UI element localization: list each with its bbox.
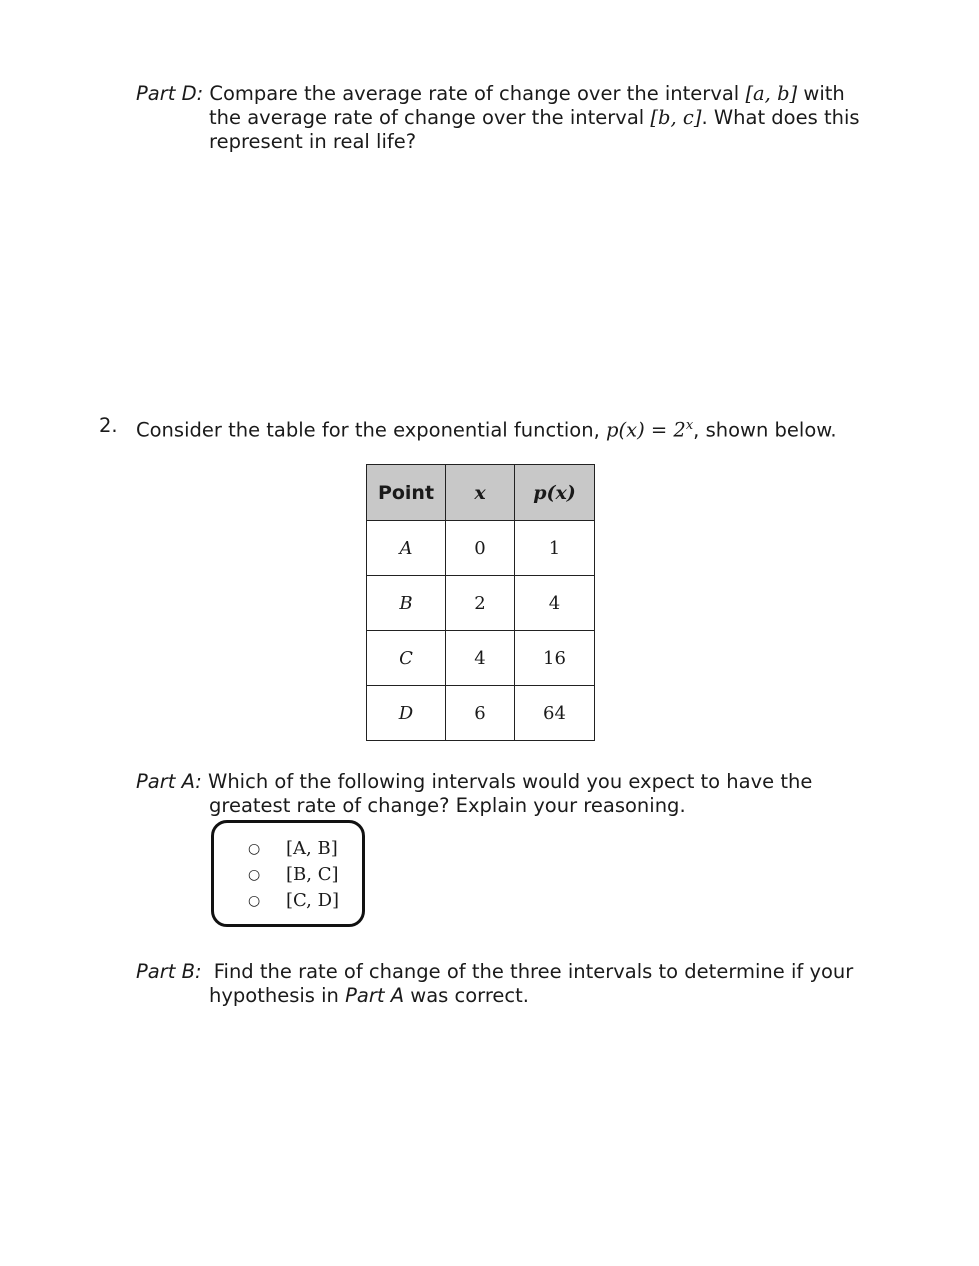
part-b-line-1 xyxy=(136,960,853,984)
part-b-text-2a: hypothesis in xyxy=(209,984,346,1007)
part-a-line-2: greatest rate of change? Explain your reasoning. xyxy=(209,794,686,817)
part-d-line-1 xyxy=(136,82,845,106)
table-row xyxy=(367,521,595,576)
part-b-line-2 xyxy=(209,984,529,1008)
option-bullet-icon: ○ xyxy=(248,841,261,857)
header-point: Point xyxy=(367,465,446,521)
header-px: p(x) xyxy=(515,465,595,521)
question-2-number: 2. xyxy=(99,414,118,437)
cell-point: D xyxy=(367,686,446,741)
function-exponent: x xyxy=(685,418,694,433)
option-label: [C, D] xyxy=(286,890,340,911)
option-label: [B, C] xyxy=(286,864,339,885)
part-a-line-1 xyxy=(136,770,812,794)
question-2-text xyxy=(136,414,837,443)
cell-px: 16 xyxy=(515,631,595,686)
option-label: [A, B] xyxy=(286,838,338,859)
option-bullet-icon: ○ xyxy=(248,867,261,883)
cell-x: 4 xyxy=(446,631,515,686)
interval-a-b: [a, b] xyxy=(745,82,798,105)
cell-px: 1 xyxy=(515,521,595,576)
table-row xyxy=(367,576,595,631)
part-a-reference: Part A xyxy=(345,984,405,1007)
cell-point: A xyxy=(367,521,446,576)
cell-x: 0 xyxy=(446,521,515,576)
header-x: x xyxy=(446,465,515,521)
option-bullet-icon: ○ xyxy=(248,893,261,909)
table-row xyxy=(367,631,595,686)
question-2-text-b: , shown below. xyxy=(693,418,837,442)
table-row xyxy=(367,686,595,741)
part-d-text-1a: Compare the average rate of change over the interval xyxy=(209,82,746,105)
cell-px: 4 xyxy=(515,576,595,631)
part-d-text-1b: with xyxy=(797,82,845,105)
question-2-text-a: Consider the table for the exponential function, xyxy=(136,418,606,442)
cell-px: 64 xyxy=(515,686,595,741)
cell-point: C xyxy=(367,631,446,686)
interval-options-box xyxy=(211,820,365,927)
part-d-label: Part D: xyxy=(136,82,204,105)
cell-point: B xyxy=(367,576,446,631)
part-d-line-2 xyxy=(209,106,860,130)
exponential-table xyxy=(366,464,595,741)
part-a-text-1: Which of the following intervals would you expect to have the xyxy=(208,770,813,793)
cell-x: 6 xyxy=(446,686,515,741)
part-d-line-3: represent in real life? xyxy=(209,130,417,153)
part-b-text-1: Find the rate of change of the three intervals to determine if your xyxy=(213,960,854,983)
interval-b-c: [b, c] xyxy=(650,106,702,129)
part-d-text-2b: . What does this xyxy=(701,106,860,129)
part-b-text-2b: was correct. xyxy=(404,984,529,1007)
part-b-label: Part B: xyxy=(136,960,202,983)
table-header-row xyxy=(367,465,595,521)
cell-x: 2 xyxy=(446,576,515,631)
part-a-label: Part A: xyxy=(136,770,202,793)
part-d-text-2a: the average rate of change over the interval xyxy=(209,106,651,129)
function-expression: p(x) = 2 xyxy=(605,418,686,442)
